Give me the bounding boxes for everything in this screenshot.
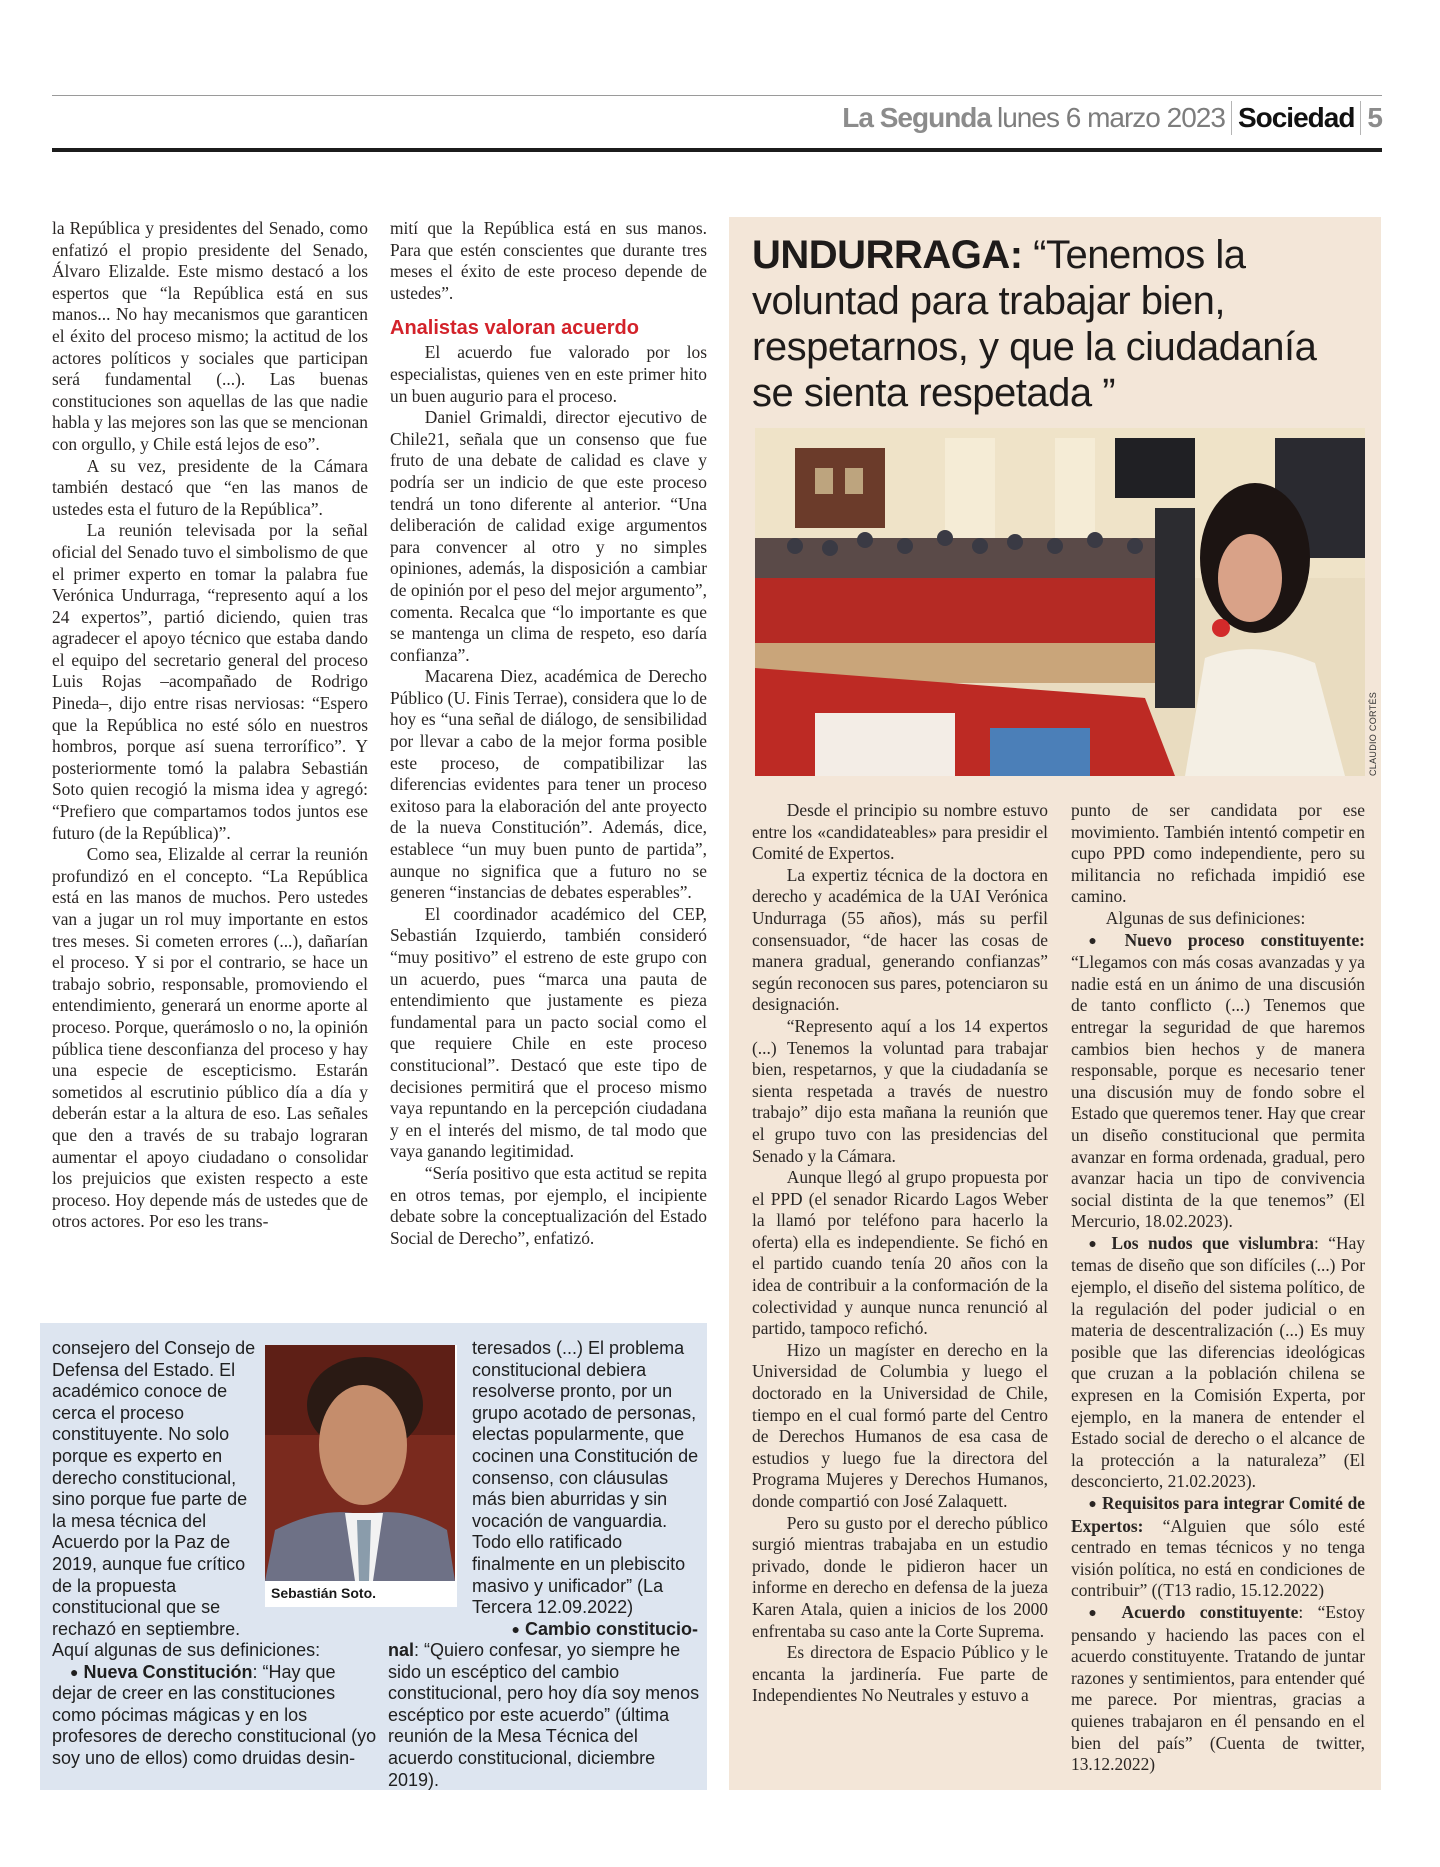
page-number: 5 [1367, 102, 1382, 133]
sidebar-column-a [752, 800, 1048, 1707]
header-rule [52, 148, 1382, 152]
masthead [842, 98, 1382, 138]
soto-photo-frame [265, 1345, 457, 1607]
paragraph: Macarena Diez, académica de Derecho Público (U. Finis Terrae), considera que lo de hoy es “una señal de diálogo, de sensibilidad por llevar a cabo de la mejor forma posible este proceso, de compatibilizar las diferencias evidentes para tener un proceso exitoso para la elaboración del ante proyecto de la nueva Constitución”. Además, dice, establece “un muy buen punto de partida”, aunque no significa que a futuro no se generen “instancias de debates esperables”. [390, 666, 707, 903]
definition-item: nal: “Quiero confesar, yo siempre he sido un escéptico del cambio constitucional, pero hoy día soy menos escéptico por este acuerdo” (última reunión de la Mesa Técnica del acuerdo constitucional, diciembre 2019). [388, 1640, 700, 1790]
definition-item: ● Nueva Constitución: “Hay que dejar de creer en las constituciones como pócimas mágicas y en los profesores de derecho constitucional (yo soy uno de ellos) como druidas desin- [52, 1661, 377, 1768]
paragraph: Es directora de Espacio Público y le encanta la jardinería. Fue parte de Independientes No Neutrales y estuvo a [752, 1642, 1048, 1706]
paragraph: Algunas de sus definiciones: [1105, 907, 1306, 928]
definition-item: ● Acuerdo constituyente: “Estoy pensando y haciendo las paces con el acuerdo constituyente. Tratando de juntar razones y sentimientos, para entender qué me parece. Por mientras, gracias a quienes trabajaron en él pensando en el bien del país” (Cuenta de twitter, 13.12.2022) [1071, 1601, 1365, 1775]
headline-lead: UNDURRAGA: [752, 233, 1023, 277]
bullet-icon: ● [511, 1620, 520, 1637]
soto-column-1-top [52, 1338, 264, 1640]
definition-item: ● Nuevo proceso constituyente: “Llegamos con más cosas avanzadas y ya nadie está en un ánimo de una discusión de tanto conflicto (...) Tenemos que entregar la seguridad de que haremos cambios bien hechos y de manera responsable, porque es necesario tener una discusión muy de fondo sobre el Estado que queremos tener. Hay que crear un diseño constitucional que permita avanzar en forma ordenada, gradual, pero avanzar hacia un tipo de convivencia social distinta de la que tenemos” (El Mercurio, 18.02.2023). [1071, 929, 1365, 1232]
soto-column-2-top [472, 1338, 704, 1640]
paragraph: punto de ser candidata por ese movimiento. También intentó competir en cupo PPD como independiente, pero su militancia no refichada impidió ese camino. [1071, 800, 1365, 907]
paragraph: mití que la República está en sus manos. Para que estén conscientes que durante tres meses el éxito de este proceso depende de ustedes”. [390, 218, 707, 303]
bullet-icon: ● [70, 1663, 79, 1680]
paragraph: Desde el principio su nombre estuvo entre los «candidateables» para presidir el Comité de Expertos. [752, 800, 1048, 864]
meeting-photo [755, 428, 1365, 776]
soto-column-2-bottom [388, 1640, 704, 1791]
issue-date: lunes 6 marzo 2023 [997, 102, 1225, 133]
section-name: Sociedad [1237, 102, 1355, 133]
soto-column-1-bottom [52, 1640, 377, 1770]
bullet-icon: ● [1088, 933, 1109, 949]
paragraph: Hizo un magíster en derecho en la Universidad de Columbia y luego el doctorado en la Universidad de Chile, tiempo en el cual formó parte del Centro de Derechos Humanos de esa casa de estudios y luego fue la directora del Programa Mujeres y Derechos Humanos, donde compartió con José Zalaquett. [752, 1339, 1048, 1511]
article-column-1 [52, 218, 368, 1233]
paragraph: teresados (...) El problema constitucional debiera resolverse pronto, por un grupo acotado de personas, electas popularmente, que cocinen una Constitución de consenso, con cláusulas más bien aburridas y sin vocación de vanguardia. Todo ello ratificado finalmente en un plebiscito masivo y unificador” (La Tercera 12.09.2022) [472, 1338, 699, 1618]
intro: Aquí algunas de sus definiciones: [52, 1640, 321, 1660]
definition-item: ● Los nudos que vislumbra: “Hay temas de diseño que son difíciles (...) Por ejemplo, el diseño del sistema político, de la regulación del poder judicial o en materia de descentralización (...) Es muy posible que las diferencias ideológicas que cruzan a la población chilena se expresen en la Comisión Experta, por ejemplo, en la manera de entender el Estado social de derecho o el alcance de la protección a la naturaleza” (El desconcierto, 21.02.2023). [1071, 1232, 1365, 1492]
paragraph: consejero del Consejo de Defensa del Estado. El académico conoce de cerca el proceso constituyente. No solo porque es experto en derecho constitucional, sino porque fue parte de la mesa técnica del Acuerdo por la Paz de 2019, aunque fue crítico de la propuesta constitucional que se rechazó en septiembre. [52, 1338, 256, 1639]
paragraph: Aunque llegó al grupo propuesta por el PPD (el senador Ricardo Lagos Weber la llamó por teléfono para hacerlo la oferta) ella es independiente. Se fichó en el partido cuando tenía 20 años con la idea de contribuir a la conformación de la colectividad y aunque nunca renunció al partido, tampoco refichó. [752, 1167, 1048, 1339]
bullet-icon: ● [1088, 1605, 1108, 1621]
paragraph: Daniel Grimaldi, director ejecutivo de Chile21, señala que un consenso que fue fruto de una debate de calidad es clave y podría ser un indicio de que este proceso tendrá un tono diferente al anterior. “Una deliberación de calidad exige argumentos para convencer al otro y no simples opiniones, además, la disposición a cambiar de opinión por el peso del mejor argumento”, comenta. Recalca que “lo importante es que se mantenga un clima de respeto, eso daría confianza”. [390, 407, 707, 665]
top-rule [52, 95, 1382, 96]
sidebar-column-b [1071, 800, 1365, 1776]
paragraph: A su vez, presidente de la Cámara también destacó que “en las manos de ustedes esta el futuro de la República”. [52, 455, 368, 519]
newspaper-name: La Segunda [842, 102, 991, 133]
paragraph: La expertiz técnica de la doctora en derecho y académica de la UAI Verónica Undurraga (55 años), más su perfil consensuador, “de hacer las cosas de manera gradual, generando confianzas” según reconocen sus pares, potenciaron su designación. [752, 864, 1048, 1015]
paragraph: Como sea, Elizalde al cerrar la reunión profundizó en el concepto. “La República está en las manos de muchos. Pero ustedes van a jugar un rol muy importante en estos tres meses. Si cometen errores (...), dañarían el proceso. Y si por el contrario, se hace un trabajo sobrio, responsable, promoviendo el entendimiento, generará un enorme aporte al proceso. Porque, querámoslo o no, la opinión pública tiene desconfianza del proceso y hay una especie de escepticismo. Estarán sometidos al escrutinio público día a día y deberán estar a la altura de eso. Las señales que den a través de su trabajo lograran aumentar el apoyo ciudadano o consolidar los prejuicios que existen respecto a este proceso. Hoy depende más de ustedes que de otros actores. Por eso les trans- [52, 844, 368, 1232]
photo-credit: CLAUDIO CORTÉS [1368, 691, 1378, 776]
paragraph: la República y presidentes del Senado, como enfatizó el propio presidente del Senado, Álvaro Elizalde. Este mismo destacó a los espertos que “la República está en sus manos... No hay mecanismos que garanticen el éxito del proceso mismo; la actitud de los actores políticos y sociales que participan será fundamental (...). Las buenas constituciones son aquellas de las que nadie habla y las mejores son las que se mencionan con orgullo, y Chile está lejos de eso”. [52, 218, 368, 454]
soto-photo [265, 1345, 455, 1581]
paragraph: El coordinador académico del CEP, Sebastián Izquierdo, también consideró “muy positivo” el estreno de este grupo con un acuerdo, pues “marca una pauta de entendimiento que justamente es pieza fundamental para un pacto social como el que requiere Chile en este proceso constitucional”. Destacó que este tipo de decisiones permitirá que el proceso mismo vaya repuntando en la percepción ciudadana y en el interés del mismo, de tal modo que vaya ganando legitimidad. [390, 903, 707, 1162]
paragraph: El acuerdo fue valorado por los especialistas, quienes ven en este primer hito un buen augurio para el proceso. [390, 342, 707, 406]
paragraph: La reunión televisada por la señal oficial del Senado tuvo el simbolismo de que el primer experto en tomar la palabra fue Verónica Undurraga, “represento aquí a los 24 expertos”, partió diciendo, quien tras agradecer el apoyo técnico que estaba dando el equipo del secretario general del proceso Luis Rojas –acompañado de Rodrigo Pineda–, dijo entre risas nerviosas: “Espero que la República no esté sólo en nuestros hombros, porque así suena terrorífico”. Y posteriormente tomó la palabra Sebastián Soto quien recogió la misma idea y agregó: “Prefiero que compartamos todos juntos ese futuro (de la República)”. [52, 520, 368, 843]
divider [1360, 101, 1361, 135]
paragraph: Pero su gusto por el derecho público surgió mientras trabajaba en un estudio privado, donde le pidieron hacer un informe en derecho en defensa de la jueza Karen Atala, quien a inicios de los 2000 enfrentaba su caso ante la Corte Suprema. [752, 1512, 1048, 1641]
divider [1231, 101, 1232, 135]
paragraph: “Represento aquí a los 14 expertos (...) Tenemos la voluntad para trabajar bien, respetarnos, y que la ciudadanía se sienta respetada a través de nuestro trabajo” dijo esta mañana la reunión que el grupo tuvo con las presidencias del Senado y la Cámara. [752, 1015, 1048, 1166]
definition-lead: ● Cambio constitucio- [511, 1618, 698, 1639]
paragraph: “Sería positivo que esta actitud se repita en otros temas, por ejemplo, el incipiente debate sobre la conceptualización del Estado Social de Derecho”, enfatizó. [390, 1162, 707, 1248]
article-column-2 [390, 218, 707, 1249]
bullet-icon: ● [1088, 1236, 1102, 1252]
photo-caption: Sebastián Soto. [271, 1585, 377, 1601]
sidebar-headline [752, 232, 1362, 416]
definition-item: ● Requisitos para integrar Comité de Expertos: “Alguien que sólo esté centrado en temas técnicos y no tenga visión política, no está en condiciones de contribuir” ((T13 radio, 15.12.2022) [1071, 1493, 1365, 1601]
subheading: Analistas valoran acuerdo [390, 317, 639, 340]
headline-quote: “Tenemos la voluntad para trabajar bien, respetarnos, y que la ciudadanía se sienta respetada ” [752, 233, 1317, 415]
bullet-icon: ● [1088, 1497, 1098, 1512]
